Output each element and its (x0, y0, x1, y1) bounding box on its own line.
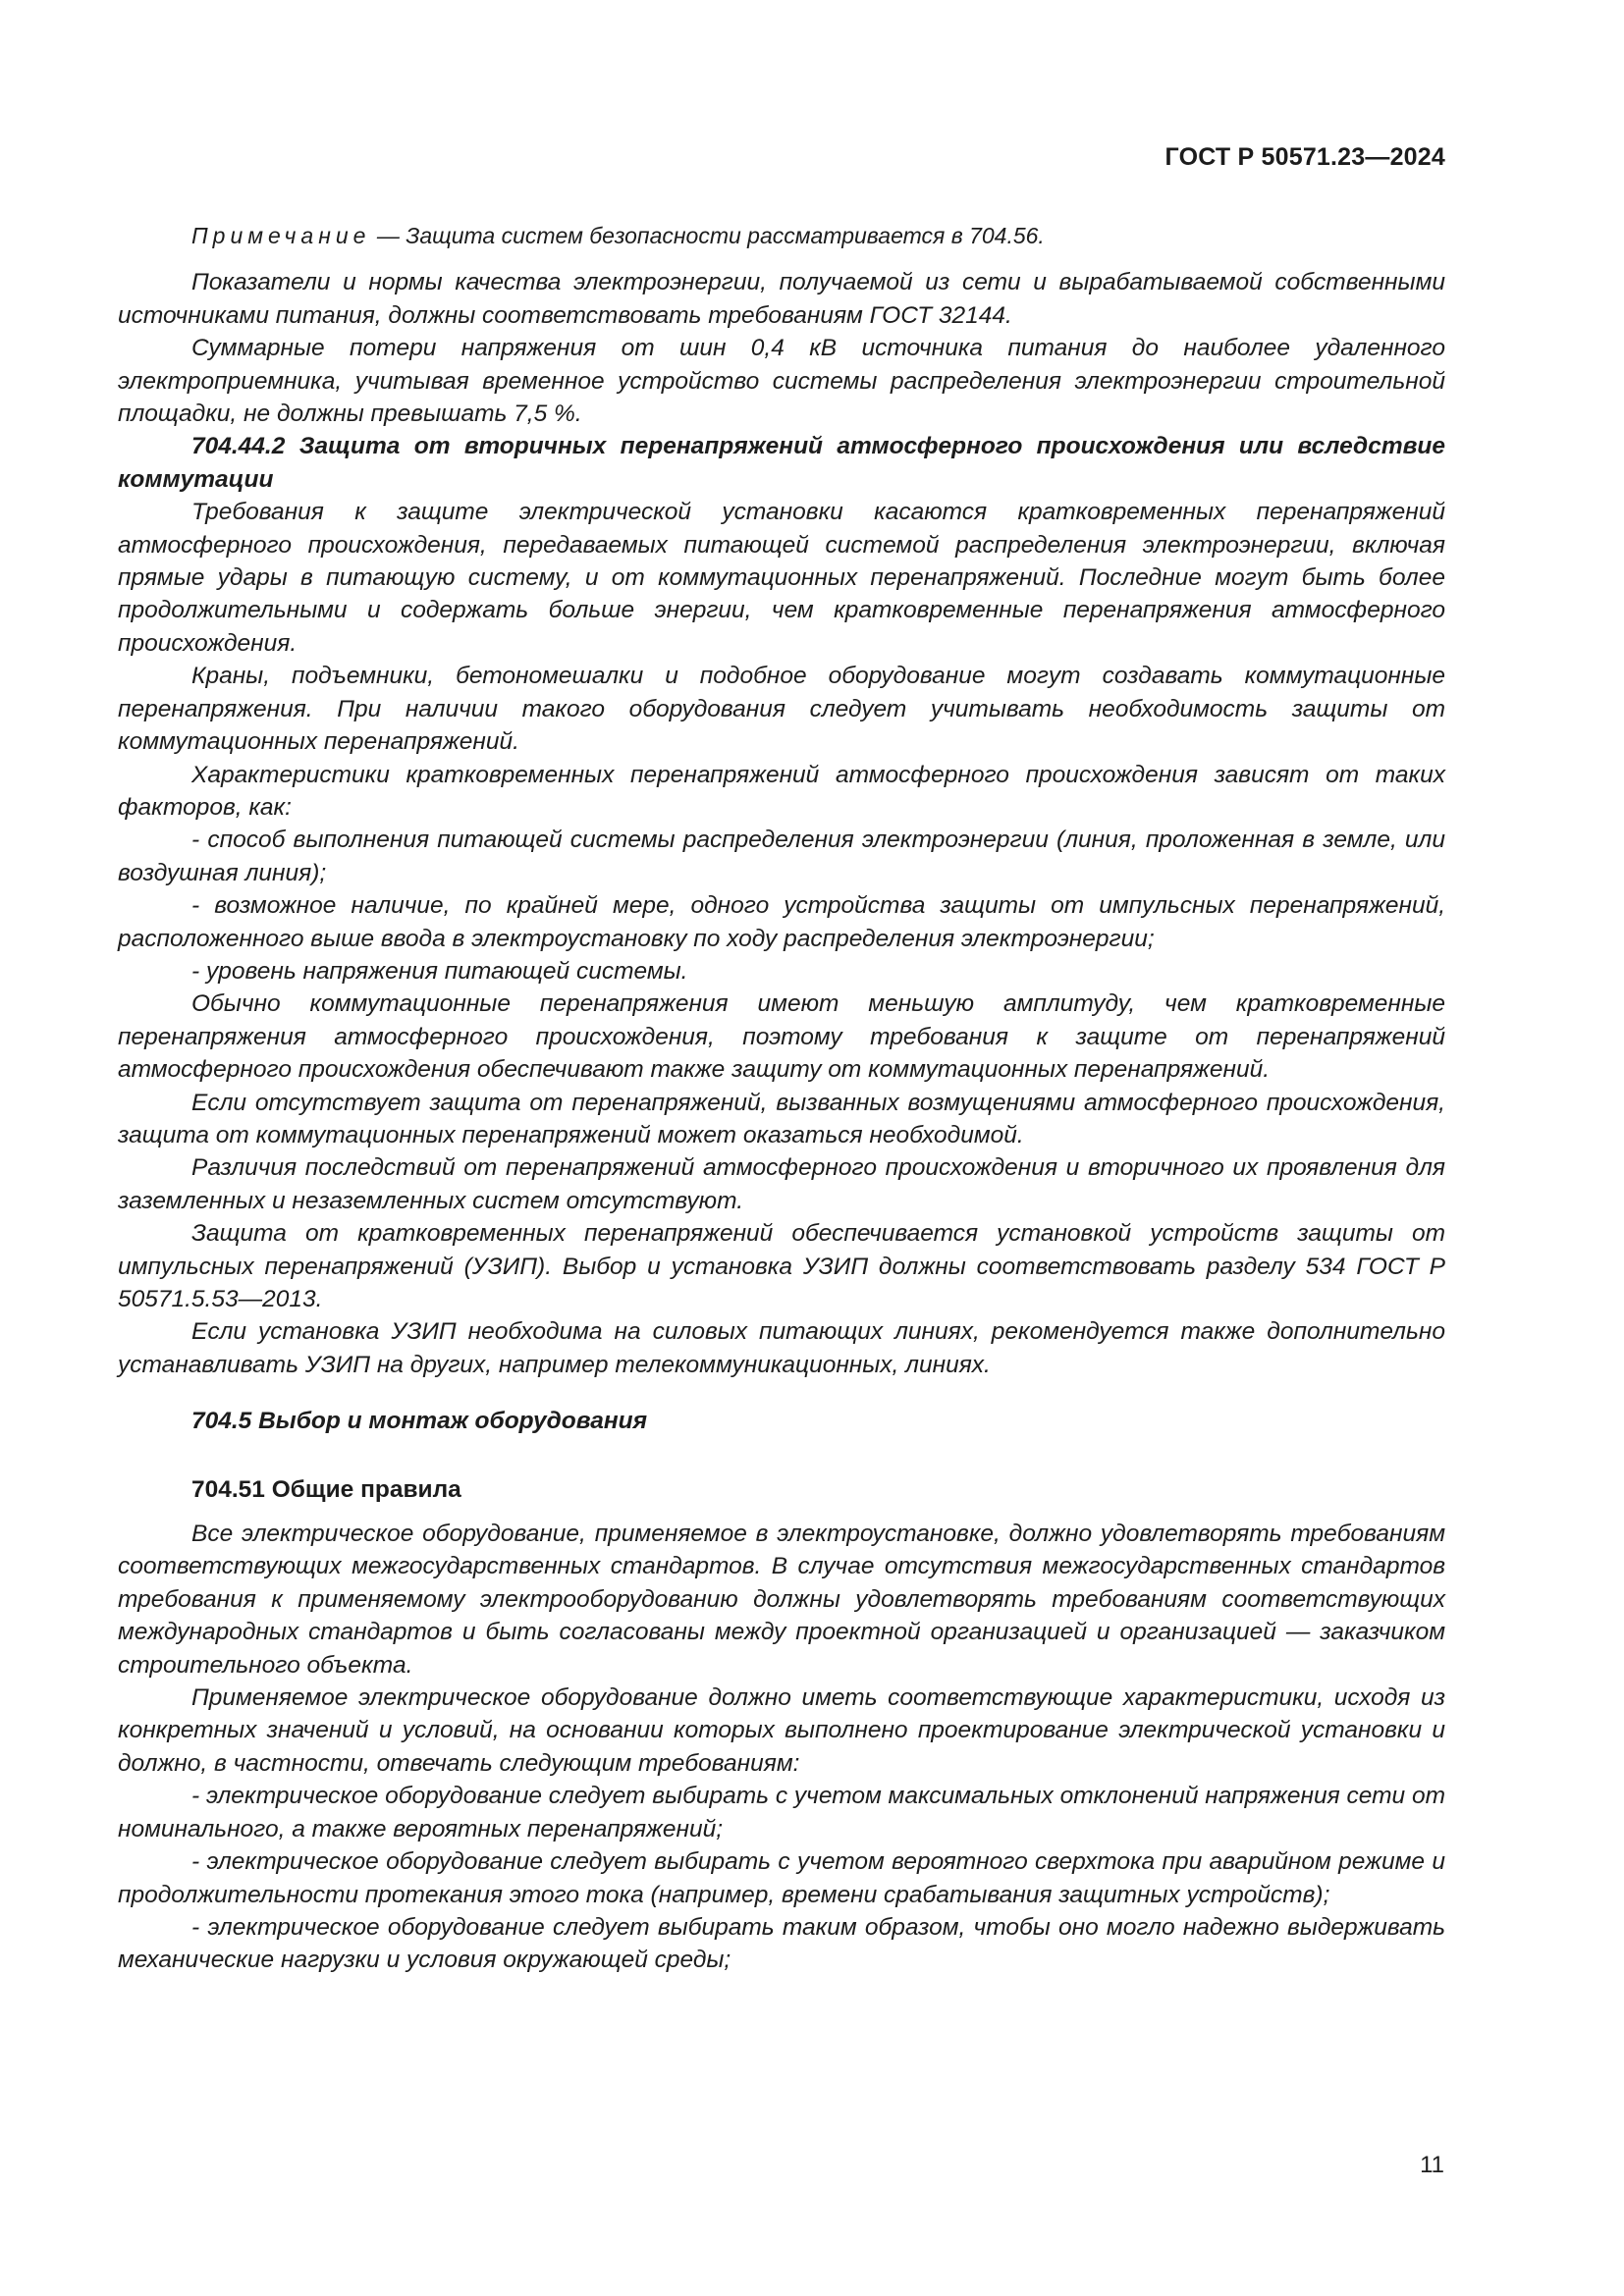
note-text: — Защита систем безопасности рассматривается в 704.56. (370, 223, 1045, 248)
clause-heading: 704.44.2 Защита от вторичных перенапряжений атмосферного происхождения или вследствие коммутации (118, 433, 1445, 493)
list-item: - электрическое оборудование следует выбирать таким образом, чтобы оно могло надежно выдерживать механические нагрузки и условия окружающей среды; (118, 1913, 1445, 1974)
paragraph: Если установка УЗИП необходима на силовых питающих линиях, рекомендуется также дополнительно устанавливать УЗИП на других, например телекоммуникационных, линиях. (118, 1318, 1445, 1378)
list-item: - электрическое оборудование следует выбирать с учетом вероятного сверхтока при аварийном режиме и продолжительности протекания этого тока (например, времени срабатывания защитных устройств); (118, 1848, 1445, 1908)
paragraph: Требования к защите электрической установки касаются кратковременных перенапряжений атмосферного происхождения, передаваемых питающей системой распределения электроэнергии, включая прямые удары в питающую систему, и от коммутационных перенапряжений. Последние могут быть более продолжительными и содержать больше энергии, чем кратковременные перенапряжения атмосферного происхождения. (118, 499, 1445, 657)
paragraph: Различия последствий от перенапряжений атмосферного происхождения и вторичного их проявления для заземленных и незаземленных систем отсутствуют. (118, 1154, 1445, 1214)
page-number: 11 (1420, 2152, 1444, 2178)
paragraph: Обычно коммутационные перенапряжения имеют меньшую амплитуду, чем кратковременные перенапряжения атмосферного происхождения, поэтому требования к защите от перенапряжений атмосферного происхождения обеспечивают также защиту от коммутационных перенапряжений. (118, 990, 1445, 1084)
list-item: - возможное наличие, по крайней мере, одного устройства защиты от импульсных перенапряжений, расположенного выше ввода в электроустановку по ходу распределения электроэнергии; (118, 892, 1445, 952)
document-id: ГОСТ Р 50571.23—2024 (1164, 143, 1445, 171)
list-item: - уровень напряжения питающей системы. (191, 957, 688, 985)
paragraph: Показатели и нормы качества электроэнергии, получаемой из сети и вырабатываемой собственными источниками питания, должны соответствовать требованиям ГОСТ 32144. (118, 269, 1445, 329)
paragraph: Все электрическое оборудование, применяемое в электроустановке, должно удовлетворять требованиям соответствующих межгосударственных стандартов. В случае отсутствия межгосударственных стандартов требования к применяемому электрооборудованию должны удовлетворять требованиям соответствующих международных стандартов и быть согласованы между проектной организацией и организацией — заказчиком строительного объекта. (118, 1521, 1445, 1679)
note-label: Примечание (191, 223, 371, 248)
section-heading: 704.5 Выбор и монтаж оборудования (191, 1408, 648, 1435)
subsection-heading: 704.51 Общие правила (191, 1475, 461, 1503)
list-item: - способ выполнения питающей системы распределения электроэнергии (линия, проложенная в земле, или воздушная линия); (118, 827, 1445, 886)
paragraph: Если отсутствует защита от перенапряжений, вызванных возмущениями атмосферного происхождения, защита от коммутационных перенапряжений может оказаться необходимой. (118, 1089, 1445, 1148)
paragraph: Краны, подъемники, бетономешалки и подобное оборудование могут создавать коммутационные перенапряжения. При наличии такого оборудования следует учитывать необходимость защиты от коммутационных перенапряжений. (118, 663, 1445, 756)
paragraph: Суммарные потери напряжения от шин 0,4 кВ источника питания до наиболее удаленного электроприемника, учитывая временное устройство системы распределения электроэнергии строительной площадки, не должны превышать 7,5 %. (118, 335, 1445, 428)
paragraph: Применяемое электрическое оборудование должно иметь соответствующие характеристики, исходя из конкретных значений и условий, на основании которых выполнено проектирование электрической установки и должно, в частности, отвечать следующим требованиям: (118, 1684, 1445, 1777)
note (118, 220, 1445, 252)
paragraph: Защита от кратковременных перенапряжений обеспечивается установкой устройств защиты от импульсных перенапряжений (УЗИП). Выбор и установка УЗИП должны соответствовать разделу 534 ГОСТ Р 50571.5.53—2013. (118, 1220, 1445, 1312)
page-content (118, 220, 1445, 1977)
paragraph: Характеристики кратковременных перенапряжений атмосферного происхождения зависят от таких факторов, как: (118, 761, 1445, 821)
list-item: - электрическое оборудование следует выбирать с учетом максимальных отклонений напряжения сети от номинального, а также вероятных перенапряжений; (118, 1783, 1445, 1842)
